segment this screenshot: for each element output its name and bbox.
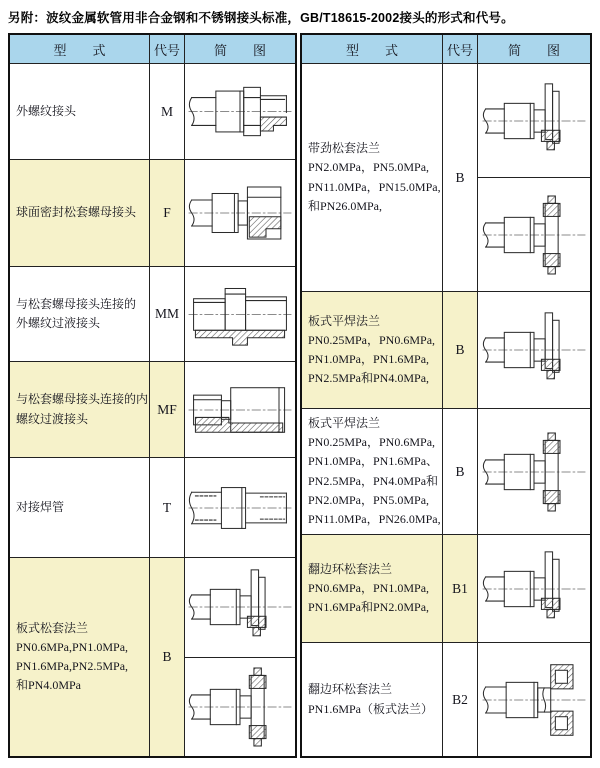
code-text: B2 [452,691,468,707]
type-text-line: 与松套螺母接头连接的 [16,296,137,311]
type-text-line: 对接焊管 [16,499,65,514]
code-text: MM [154,306,179,321]
right-table-header-row [302,35,590,64]
neck-loose-flange-top-diagram [478,64,590,177]
diagram-cell [185,64,295,159]
code-cell [150,558,185,756]
diagram-cell [185,458,295,557]
diagram-cell [185,558,295,756]
type-text-line: PN1.6MPa,PN2.5MPa, [16,659,129,673]
butt-weld-pipe-diagram [185,458,295,557]
double-external-thread-adapter-diagram [185,267,295,361]
type-text-line: PN0.25MPa，PN0.6MPa, [308,332,436,347]
type-cell [10,64,150,159]
type-cell [10,160,150,266]
type-text-line: PN2.0MPa，PN5.0MPa, [308,160,430,175]
type-cell [302,64,443,291]
code-cell [443,292,478,408]
code-cell [443,409,478,534]
code-text: T [162,499,172,515]
header-type: 型 式 [10,35,150,63]
type-cell [302,292,443,408]
type-cell [10,558,150,756]
code-cell [443,535,478,642]
type-cell [302,535,443,642]
type-cell [10,362,150,457]
table-row [302,534,590,642]
type-text-line: 外螺纹接头 [16,103,77,118]
header-diagram: 简 图 [213,42,266,58]
type-text-line: PN0.25MPa，PN0.6MPa, [308,435,436,450]
type-text-line: PN1.6MPa（板式法兰） [308,701,434,716]
type-cell [302,643,443,756]
plate-loose-flange-bottom-diagram [185,657,295,757]
header-diagram: 简 图 [507,42,560,58]
neck-loose-flange-bottom-diagram [478,177,590,291]
type-cell [10,458,150,557]
type-text-line: PN0.6MPa，PN1.0MPa, [308,580,430,595]
code-cell [150,64,185,159]
diagram-cell [478,64,590,291]
type-text-line: 板式平焊法兰 [308,313,381,328]
table-row [302,408,590,534]
type-text-line: 板式松套法兰 [16,620,89,635]
table-row [302,291,590,408]
diagram-cell [185,362,295,457]
right-table-body [302,64,590,756]
table-row [10,64,295,159]
code-cell [150,267,185,361]
type-text-line: 和PN26.0MPa, [308,198,383,213]
type-text-line: 带劲松套法兰 [308,141,381,156]
external-thread-joint-diagram [185,64,295,159]
page-title: 另附：波纹金属软管用非合金钢和不锈钢接头标准，GB/T18615-2002接头的形式和代号。 [8,11,514,25]
type-text-line: PN2.5MPa，PN4.0MPa和 [308,473,439,488]
code-text: B [162,649,172,664]
type-cell [10,267,150,361]
type-text-line: 翻边环松套法兰 [308,682,393,697]
type-cell [302,409,443,534]
table-row [302,64,590,291]
type-text-line: PN2.0MPa，PN5.0MPa, [308,492,430,507]
code-cell [150,362,185,457]
type-text-line: PN1.6MPa和PN2.0MPa, [308,600,430,615]
left-table [8,33,297,758]
type-text-line: PN11.0MPa，PN15.0MPa, [308,179,441,194]
table-row [10,361,295,457]
code-text: MF [157,401,177,417]
flat-weld-flange-2-diagram [478,409,590,534]
plate-loose-flange-top-diagram [185,558,295,657]
code-text: B1 [452,580,468,596]
lapped-ring-plate-flange-diagram [478,643,590,756]
type-text-line: 和PN4.0MPa [16,678,82,693]
code-cell [443,643,478,756]
table-row [10,457,295,557]
table-row [10,557,295,756]
type-text-line: PN1.0MPa，PN1.6MPa、 [308,454,439,469]
code-text: M [160,103,173,119]
type-text-line: PN1.0MPa，PN1.6MPa, [308,352,430,366]
code-cell [443,64,478,291]
diagram-cell [478,292,590,408]
header-type: 型 式 [302,35,443,63]
code-text: B [455,463,465,479]
type-text-line: 外螺纹过液接头 [16,316,101,330]
tables-container [8,33,592,758]
code-text: B [455,342,465,357]
left-table-body [10,64,295,756]
type-text-line: 板式平焊法兰 [308,415,381,430]
spherical-loose-nut-joint-diagram [185,160,295,266]
type-text-line: PN11.0MPa，PN26.0MPa, [308,511,441,526]
table-row [10,266,295,361]
type-text-line: PN0.6MPa,PN1.0MPa, [16,639,129,654]
type-text-line: 球面密封松套螺母接头 [16,205,137,220]
type-text-line: 翻边环松套法兰 [308,561,393,576]
diagram-cell [478,535,590,642]
diagram-cell [478,409,590,534]
left-table-header-row [10,35,295,64]
right-table [300,33,592,758]
diagram-cell [185,160,295,266]
code-cell [150,458,185,557]
table-row [302,642,590,756]
code-text: F [163,205,171,220]
code-text: B [455,169,465,185]
lapped-ring-loose-flange-diagram [478,535,590,642]
header-code: 代号 [150,35,185,63]
diagram-cell [185,267,295,361]
type-text-line: 螺纹过渡接头 [16,411,89,426]
header-code: 代号 [443,35,478,63]
internal-thread-adapter-diagram [185,362,295,457]
diagram-cell [478,643,590,756]
table-row [10,159,295,266]
type-text-line: 与松套螺母接头连接的内 [16,392,149,407]
code-cell [150,160,185,266]
flat-weld-flange-diagram [478,292,590,408]
type-text-line: PN2.5MPa和PN4.0MPa, [308,371,430,386]
